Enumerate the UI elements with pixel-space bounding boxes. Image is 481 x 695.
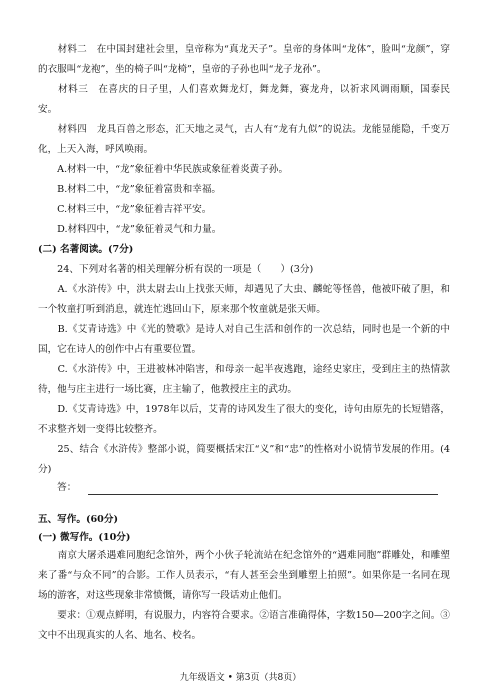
micro-writing-requirements: 要求：①观点鲜明，有说服力，内容符合要求。②语言准确得体，字数150—200字之间。③文中不出现真实的人名、地名、校名。 — [38, 610, 450, 641]
material-four: 材料四 龙具百兽之形态，汇天地之灵气，古人有“龙有九似”的说法。龙能显能隐，千变万化，上天入海，呼风唤雨。 — [38, 124, 450, 155]
q24-option-d: D.《艾青诗选》中，1978年以后，艾青的诗风发生了很大的变化，诗句由原先的长短错落，不求整齐划一变得比较整齐。 — [38, 404, 450, 435]
answer-line[interactable] — [88, 494, 438, 495]
micro-writing-prompt: 南京大屠杀遇难同胞纪念馆外，两个小伙子轮流站在纪念馆外的“遇难同胞”群雕处，和雕塑来了番“与众不同”的合影。工作人员表示，“有人甚至会坐到雕塑上拍照”。如果你是一名同在现场的游客，对这些现象非常愤慨，请你写一段话劝止他们。 — [38, 550, 450, 601]
material-two: 材料二 在中国封建社会里，皇帝称为“真龙天子”。皇帝的身体叫“龙体”，脸叫“龙颜”，穿的衣服叫“龙袍”，坐的椅子叫“龙椅”，皇帝的子孙也叫“龙子龙孙”。 — [38, 44, 450, 75]
q25-stem: 25、结合《水浒传》整部小说，简要概括宋江“义”和“忠”的性格对小说情节发展的作用。(4分) — [38, 444, 450, 475]
q23-option-c: C.材料三中，“龙”象征着吉祥平安。 — [38, 204, 212, 215]
q24-stem: 24、下列对名著的相关理解分析有误的一项是（ ）(3分) — [38, 264, 314, 275]
section-title-reading: (二) 名著阅读。(7分) — [38, 244, 134, 255]
answer-label: 答： — [38, 482, 77, 493]
section-title-writing: 五、写作。(60分) — [38, 514, 118, 525]
q24-option-a: A.《水浒传》中，洪太尉去山上找张天师，却遇见了大虫、麟蛇等怪兽，他被吓破了胆，和一个牧童打听到消息，就连忙逃回山下，原来那个牧童就是张天师。 — [38, 284, 450, 315]
page-footer: 九年级语文 • 第3页（共8页） — [179, 673, 302, 683]
micro-writing-title: (一) 微写作。(10分) — [38, 532, 131, 543]
q24-option-c: C.《水浒传》中，王进被林冲陷害，和母亲一起半夜逃跑，途经史家庄，受到庄主的热情款待，他与庄主进行一场比赛，庄主输了，他教授庄主的武功。 — [38, 364, 450, 395]
q23-option-b: B.材料二中，“龙”象征着富贵和幸福。 — [38, 184, 222, 195]
q23-option-d: D.材料四中，“龙”象征着灵气和力量。 — [38, 224, 222, 235]
q23-option-a: A.材料一中，“龙”象征着中华民族或象征着炎黄子孙。 — [38, 164, 289, 175]
q24-option-b: B.《艾青诗选》中《光的赞歌》是诗人对自己生活和创作的一次总结，同时也是一个新的中国，它在诗人的创作中占有重要位置。 — [38, 324, 450, 355]
material-three: 材料三 在喜庆的日子里，人们喜欢舞龙灯，舞龙舞，赛龙舟，以祈求风调雨顺，国泰民安。 — [38, 84, 450, 115]
